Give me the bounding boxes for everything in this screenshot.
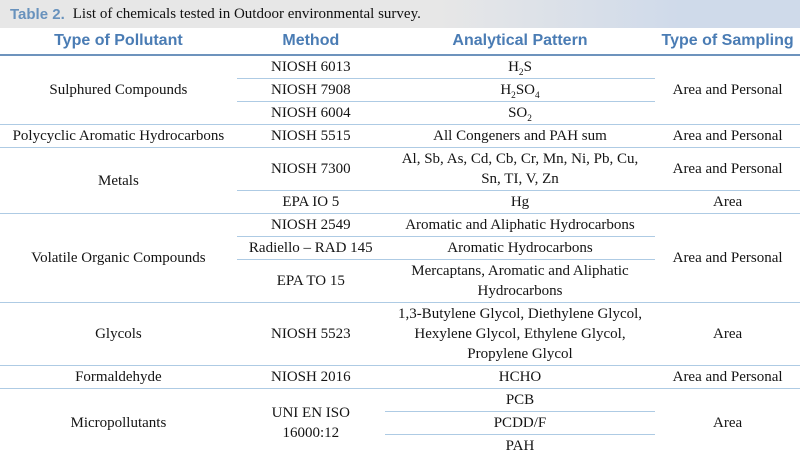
- table-row: [0, 125, 800, 148]
- pollutant-cell: Glycols: [0, 303, 237, 366]
- column-header-type-of-sampling: Type of Sampling: [655, 28, 800, 55]
- pattern-cell: Al, Sb, As, Cd, Cb, Cr, Mn, Ni, Pb, Cu, Sn, TI, V, Zn: [385, 148, 655, 191]
- method-cell: EPA TO 15: [237, 260, 385, 303]
- pollutant-cell: Sulphured Compounds: [0, 55, 237, 125]
- pattern-cell: $SO_2$: [385, 102, 655, 125]
- pollutant-cell: Polycyclic Aromatic Hydrocarbons: [0, 125, 237, 148]
- method-cell: NIOSH 2016: [237, 366, 385, 389]
- table-caption-bar: [0, 0, 800, 28]
- method-cell: NIOSH 5515: [237, 125, 385, 148]
- pattern-cell: 1,3-Butylene Glycol, Diethylene Glycol, Hexylene Glycol, Ethylene Glycol, Propylene Glycol: [385, 303, 655, 366]
- method-cell: Radiello – RAD 145: [237, 237, 385, 260]
- sampling-cell: Area: [655, 389, 800, 451]
- table-row: [0, 148, 800, 191]
- pollutant-cell: Micropollutants: [0, 389, 237, 451]
- method-cell: NIOSH 6004: [237, 102, 385, 125]
- sampling-cell: Area and Personal: [655, 148, 800, 191]
- method-cell: NIOSH 7300: [237, 148, 385, 191]
- pollutant-cell: Volatile Organic Compounds: [0, 214, 237, 303]
- pattern-cell: PCDD/F: [385, 412, 655, 435]
- chemicals-table: [0, 28, 800, 451]
- pattern-cell: PAH: [385, 435, 655, 451]
- column-header-type-of-pollutant: Type of Pollutant: [0, 28, 237, 55]
- pattern-cell: Aromatic Hydrocarbons: [385, 237, 655, 260]
- column-header-method: Method: [237, 28, 385, 55]
- method-cell: UNI EN ISO 16000:12: [237, 389, 385, 451]
- header-row: [0, 28, 800, 55]
- pattern-cell: Hg: [385, 191, 655, 214]
- method-cell: NIOSH 6013: [237, 55, 385, 79]
- method-cell: EPA IO 5: [237, 191, 385, 214]
- pattern-cell: PCB: [385, 389, 655, 412]
- table-row: [0, 366, 800, 389]
- table-caption-text: List of chemicals tested in Outdoor environmental survey.: [72, 5, 421, 22]
- sampling-cell: Area and Personal: [655, 55, 800, 125]
- table-caption-label: Table 2.: [10, 5, 65, 23]
- pattern-cell: All Congeners and PAH sum: [385, 125, 655, 148]
- method-cell: NIOSH 7908: [237, 79, 385, 102]
- pattern-cell: $H_2S$: [385, 55, 655, 79]
- method-cell: NIOSH 2549: [237, 214, 385, 237]
- table-row: [0, 303, 800, 366]
- pattern-cell: $H_2SO_4$: [385, 79, 655, 102]
- sampling-cell: Area and Personal: [655, 214, 800, 303]
- sampling-cell: Area: [655, 303, 800, 366]
- pattern-cell: Mercaptans, Aromatic and Aliphatic Hydrocarbons: [385, 260, 655, 303]
- sampling-cell: Area and Personal: [655, 366, 800, 389]
- column-header-analytical-pattern: Analytical Pattern: [385, 28, 655, 55]
- table-row: [0, 389, 800, 412]
- method-cell: NIOSH 5523: [237, 303, 385, 366]
- sampling-cell: Area: [655, 191, 800, 214]
- pollutant-cell: Formaldehyde: [0, 366, 237, 389]
- table-row: [0, 214, 800, 237]
- pattern-cell: HCHO: [385, 366, 655, 389]
- table-row: [0, 55, 800, 79]
- pollutant-cell: Metals: [0, 148, 237, 214]
- pattern-cell: Aromatic and Aliphatic Hydrocarbons: [385, 214, 655, 237]
- sampling-cell: Area and Personal: [655, 125, 800, 148]
